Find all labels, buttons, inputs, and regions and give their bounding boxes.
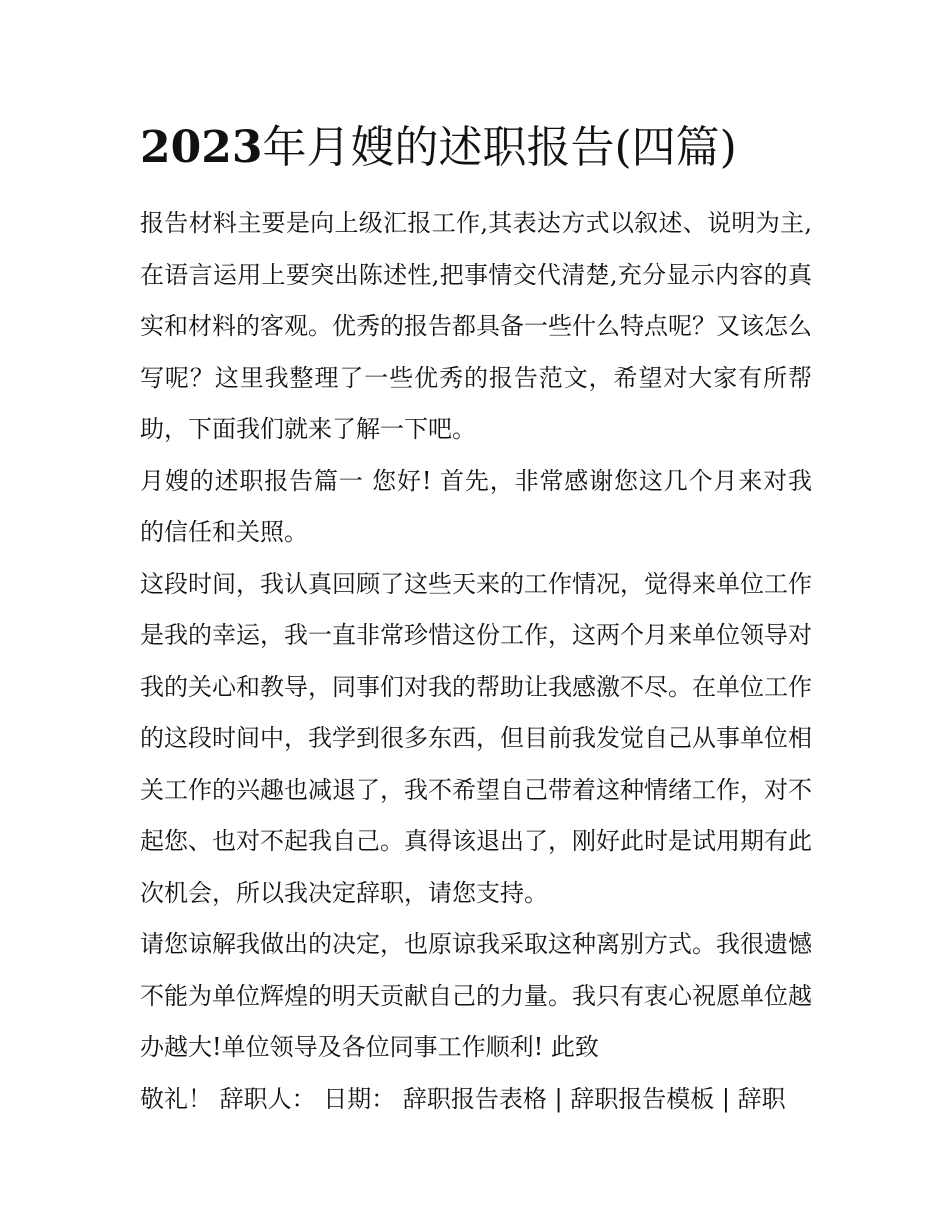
intro-paragraph: 报告材料主要是向上级汇报工作,其表达方式以叙述、说明为主,在语言运用上要突出陈述性,把事情交代清楚,充分显示内容的真实和材料的客观。优秀的报告都具备一些什么特点呢？又该怎么写呢？这里我整理了一些优秀的报告范文，希望对大家有所帮助，下面我们就来了解一下吧。: [140, 209, 812, 443]
closing-paragraph: 请您谅解我做出的决定，也原谅我采取这种离别方式。我很遗憾不能为单位辉煌的明天贡献自己的力量。我只有衷心祝愿单位越办越大!单位领导及各位同事工作顺利! 此致: [140, 930, 812, 1061]
greeting-paragraph: 月嫂的述职报告篇一 您好! 首先，非常感谢您这几个月来对我的信任和关照。: [140, 466, 812, 546]
signature-paragraph: 敬礼！ 辞职人： 日期： 辞职报告表格 | 辞职报告模板 | 辞职: [140, 1084, 786, 1113]
body-paragraph: 这段时间，我认真回顾了这些天来的工作情况，觉得来单位工作是我的幸运，我一直非常珍惜这份工作，这两个月来单位领导对我的关心和教导，同事们对我的帮助让我感激不尽。在单位工作的这段时间中，我学到很多东西，但目前我发觉自己从事单位相关工作的兴趣也减退了，我不希望自己带着这种情绪工作，对不起您、也对不起我自己。真得该退出了，刚好此时是试用期有此次机会，所以我决定辞职，请您支持。: [140, 569, 812, 907]
document-body: [140, 198, 812, 1125]
document-title: [140, 118, 840, 178]
title-text: 年月嫂的述职报告(四篇): [262, 122, 737, 173]
title-year: 2023: [140, 122, 263, 173]
